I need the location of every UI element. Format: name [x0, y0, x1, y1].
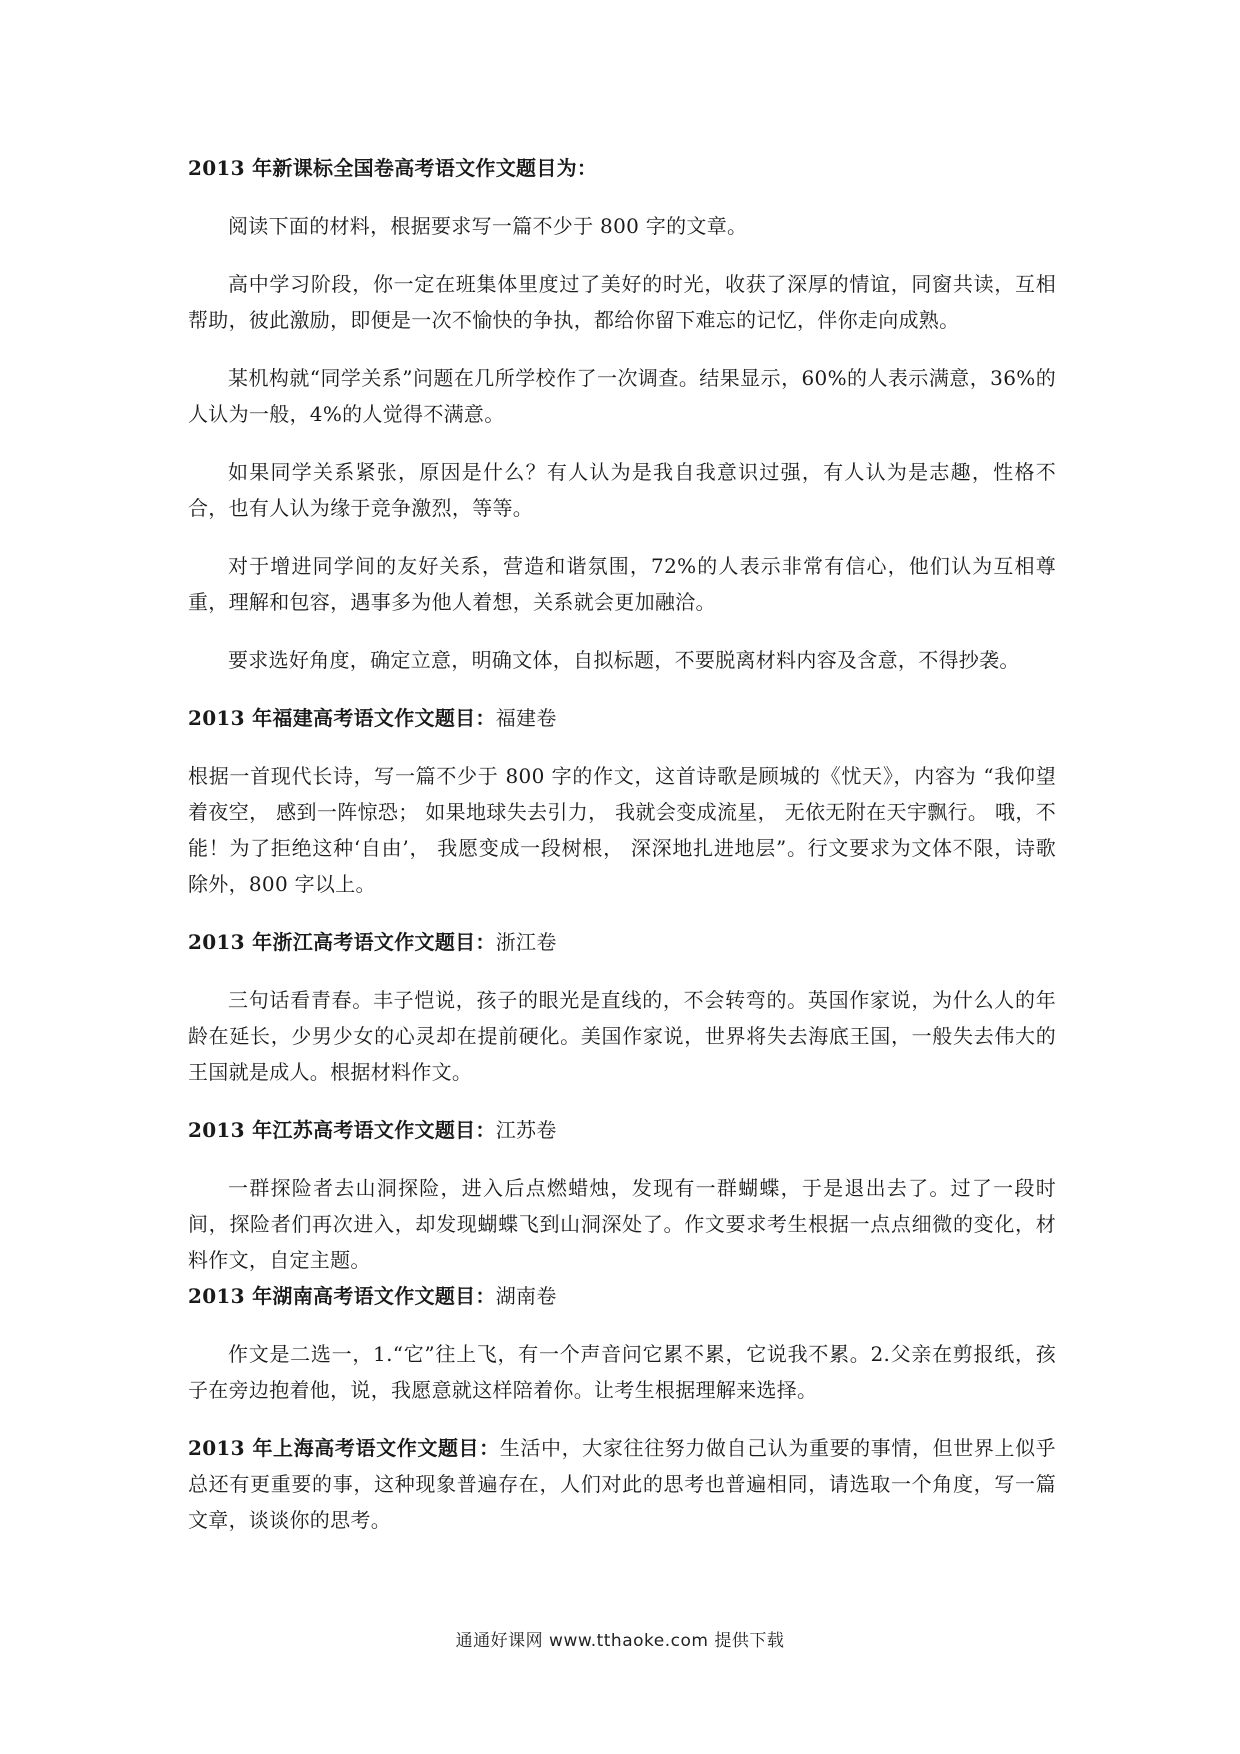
fujian-heading-rest: 福建卷	[495, 706, 557, 730]
hunan-paragraph: 作文是二选一，1.“它”往上飞，有一个声音问它累不累，它说我不累。2.父亲在剪报纸，孩子在旁边抱着他，说，我愿意就这样陪着你。让考生根据理解来选择。	[188, 1342, 1056, 1402]
national-paragraph-4: 如果同学关系紧张，原因是什么？有人认为是我自我意识过强，有人认为是志趣，性格不合，也有人认为缘于竞争激烈，等等。	[188, 460, 1056, 520]
zhejiang-paragraph: 三句话看青春。丰子恺说，孩子的眼光是直线的，不会转弯的。英国作家说，为什么人的年龄在延长，少男少女的心灵却在提前硬化。美国作家说，世界将失去海底王国，一般失去伟大的王国就是成人。根据材料作文。	[188, 988, 1056, 1084]
zhejiang-heading-rest: 浙江卷	[495, 930, 557, 954]
fujian-paragraph: 根据一首现代长诗，写一篇不少于 800 字的作文，这首诗歌是顾城的《忧天》，内容为 “我仰望着夜空， 感到一阵惊恐； 如果地球失去引力， 我就会变成流星， 无依无附在天宇飘行。 哦，不能！为了拒绝这种‘自由’， 我愿变成一段树根， 深深地扎进地层”。行文要求为文体不限，诗歌除外，800 字以上。	[188, 764, 1056, 896]
jiangsu-heading-title: 2013 年江苏高考语文作文题目：	[188, 1118, 496, 1142]
document-body	[188, 150, 1056, 1538]
shanghai-heading-title: 2013 年上海高考语文作文题目：	[188, 1436, 500, 1460]
national-paragraph-5: 对于增进同学间的友好关系，营造和谐氛围，72%的人表示非常有信心，他们认为互相尊重，理解和包容，遇事多为他人着想，关系就会更加融洽。	[188, 554, 1056, 614]
hunan-heading-title: 2013 年湖南高考语文作文题目：	[188, 1284, 496, 1308]
national-paragraph-2: 高中学习阶段，你一定在班集体里度过了美好的时光，收获了深厚的情谊，同窗共读，互相帮助，彼此激励，即便是一次不愉快的争执，都给你留下难忘的记忆，伴你走向成熟。	[188, 272, 1056, 332]
national-paragraph-6: 要求选好角度，确定立意，明确文体，自拟标题，不要脱离材料内容及含意，不得抄袭。	[228, 648, 1020, 672]
hunan-heading-rest: 湖南卷	[495, 1284, 557, 1308]
hunan-heading	[188, 1278, 1056, 1314]
jiangsu-heading	[188, 1112, 1056, 1148]
national-heading: 2013 年新课标全国卷高考语文作文题目为：	[188, 156, 598, 180]
zhejiang-heading	[188, 924, 1056, 960]
footer-download-note: 通通好课网 www.tthaoke.com 提供下载	[455, 1631, 785, 1651]
zhejiang-heading-title: 2013 年浙江高考语文作文题目：	[188, 930, 496, 954]
jiangsu-paragraph: 一群探险者去山洞探险，进入后点燃蜡烛，发现有一群蝴蝶，于是退出去了。过了一段时间，探险者们再次进入，却发现蝴蝶飞到山洞深处了。作文要求考生根据一点点细微的变化，材料作文，自定主题。	[188, 1176, 1056, 1272]
fujian-heading-title: 2013 年福建高考语文作文题目：	[188, 706, 496, 730]
national-paragraph-1: 阅读下面的材料，根据要求写一篇不少于 800 字的文章。	[228, 214, 748, 238]
shanghai-paragraph	[188, 1430, 1056, 1538]
national-paragraph-3: 某机构就“同学关系”问题在几所学校作了一次调查。结果显示，60%的人表示满意，36%的人认为一般，4%的人觉得不满意。	[188, 366, 1056, 426]
jiangsu-heading-rest: 江苏卷	[495, 1118, 557, 1142]
fujian-heading	[188, 700, 1056, 736]
shanghai-heading-rest: 生活中，大家往往努力做自己认为重要的事情，但世界上似乎总还有更重要的事，这种现象普遍存在，人们对此的思考也普遍相同，请选取一个角度，写一篇文章，谈谈你的思考。	[188, 1436, 1056, 1532]
